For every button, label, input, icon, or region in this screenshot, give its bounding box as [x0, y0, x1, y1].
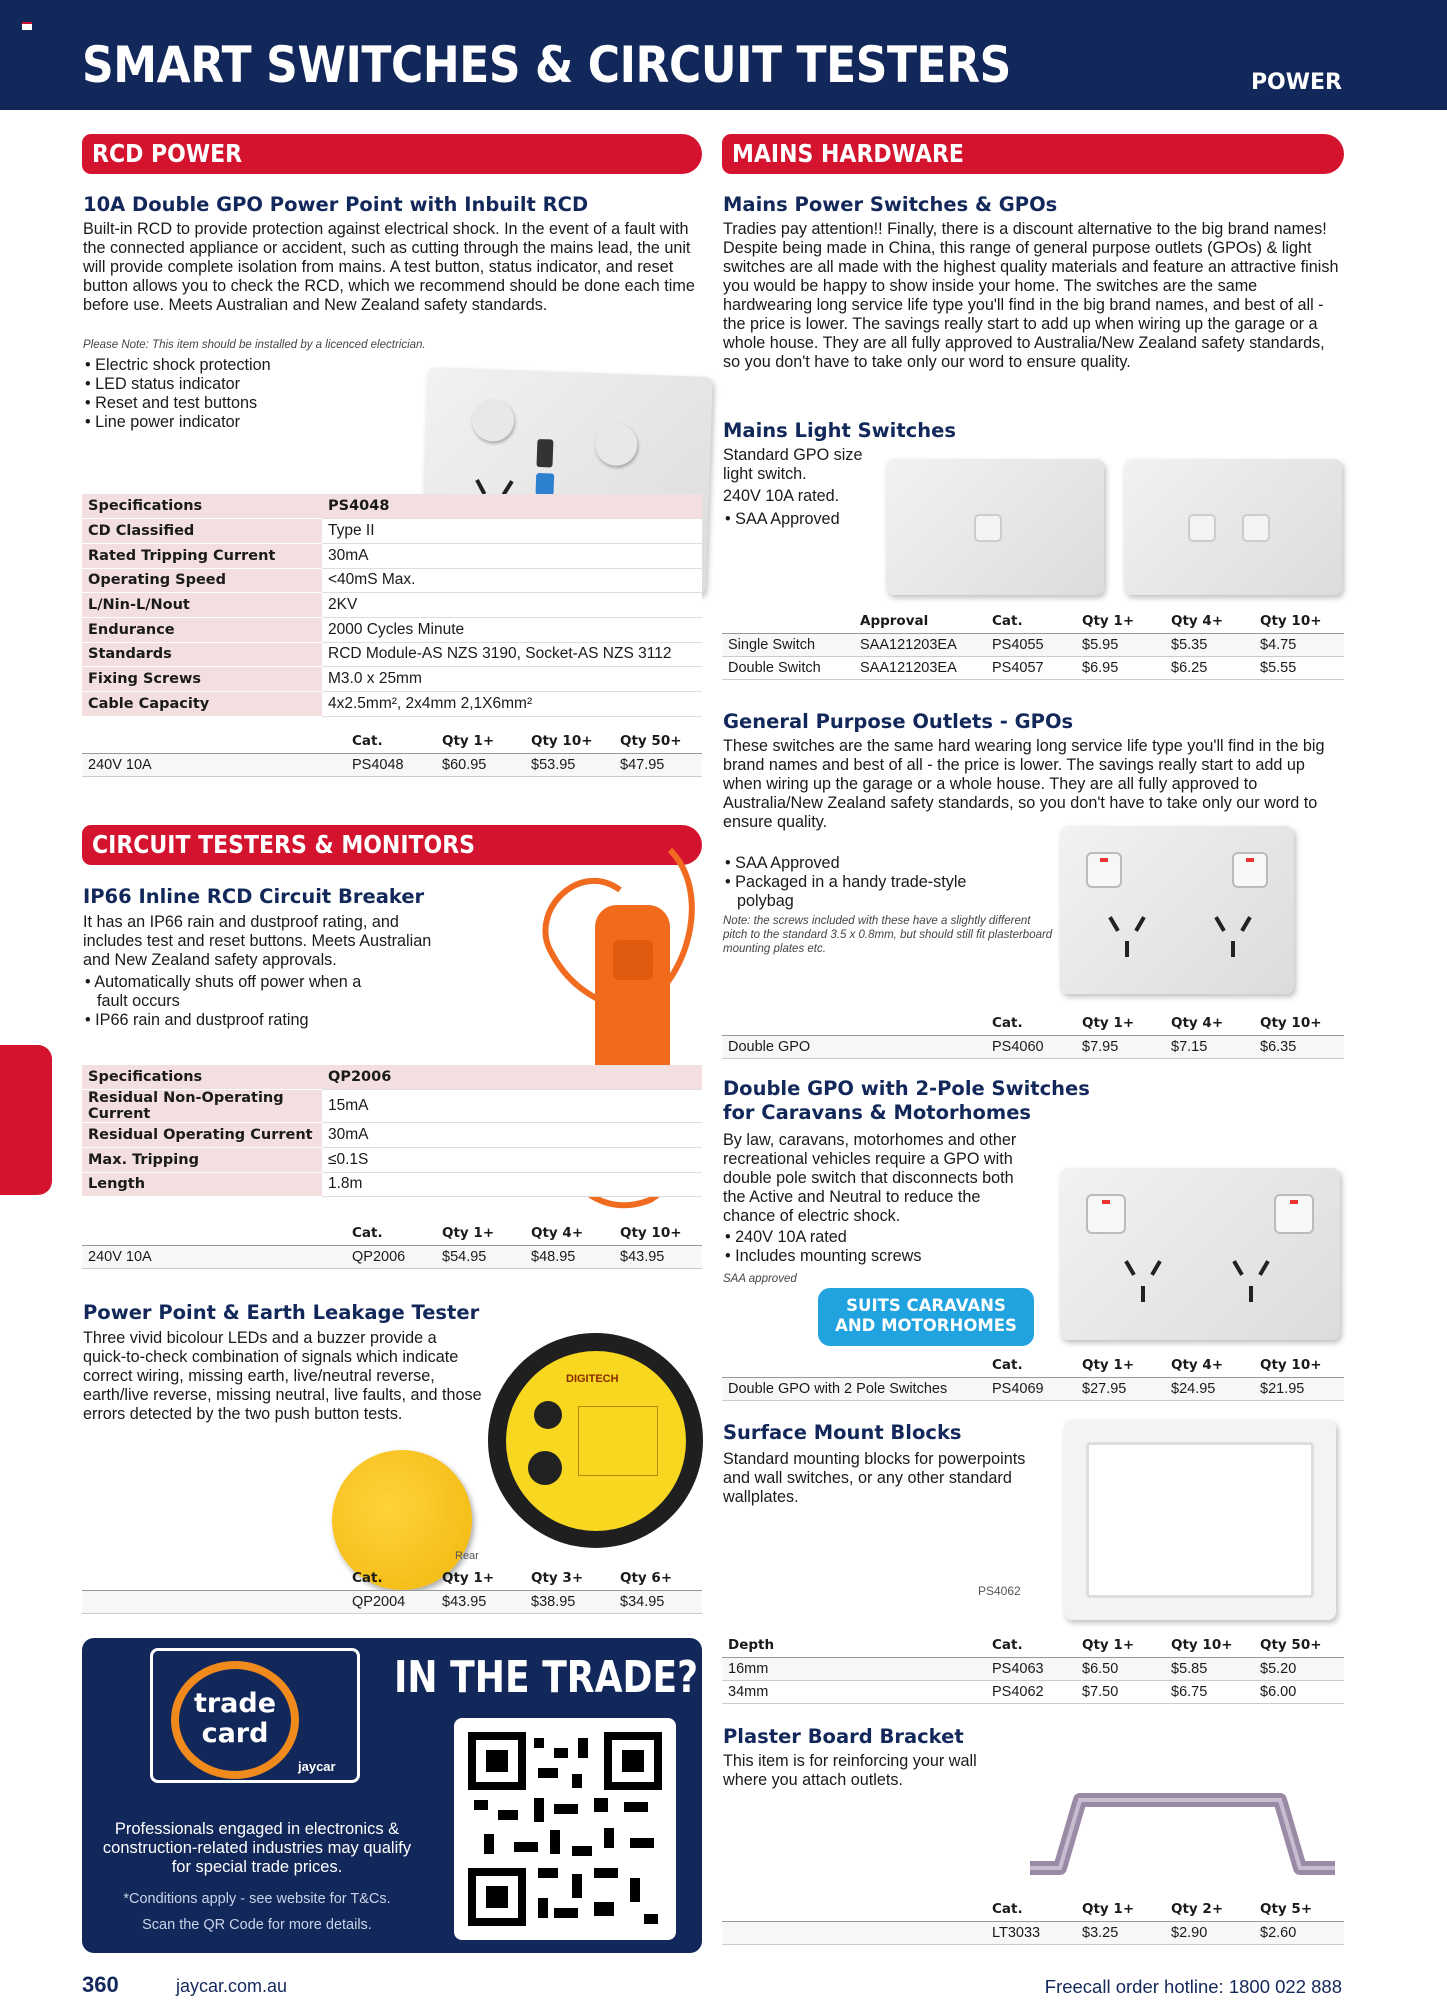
- gpo-price-table: [722, 1012, 1344, 1059]
- tester-front-image: [488, 1333, 703, 1548]
- table-row: [82, 692, 702, 717]
- spec-head-label: Specifications: [82, 1065, 322, 1090]
- price-cell: $5.95: [1076, 633, 1165, 656]
- surface-description: Standard mounting blocks for powerpoints and wall switches, or any other standard wallplates.: [723, 1450, 1026, 1506]
- price-cell: SAA121203EA: [854, 633, 986, 656]
- single-switch-image: [886, 459, 1104, 595]
- rcd-spec-table: [82, 494, 702, 717]
- price-cell: PS4069: [986, 1377, 1076, 1400]
- card-text: trade: [193, 1688, 277, 1719]
- table-row: [722, 1680, 1344, 1703]
- price-head: [82, 1567, 346, 1590]
- flag-icon: [22, 22, 32, 30]
- two-pole-price-table: [722, 1354, 1344, 1401]
- leakage-description: Three vivid bicolour LEDs and a buzzer provide a quick-to-check combination of signals which indicate correct wiring, missing earth, live/neutral reverse, earth/live reverse, missing neutral, live faults, and those errors detected by the two push button tests.: [83, 1329, 482, 1423]
- price-head: Qty 4+: [1165, 1012, 1254, 1035]
- price-head: Cat.: [986, 1898, 1076, 1921]
- trade-text: Professionals engaged in electronics & construction-related industries may qualify for special trade prices.: [102, 1820, 412, 1876]
- table-row: [82, 1172, 702, 1197]
- price-head: Qty 10+: [1165, 1634, 1254, 1657]
- price-head: Qty 1+: [1076, 1012, 1165, 1035]
- price-head: Cat.: [346, 1222, 436, 1245]
- badge-line: SUITS CARAVANS: [846, 1296, 1006, 1315]
- table-row: [82, 1147, 702, 1172]
- price-head: Qty 10+: [1254, 1012, 1344, 1035]
- price-cell: [82, 1590, 346, 1613]
- price-head: Cat.: [346, 730, 436, 753]
- price-head: Qty 4+: [1165, 610, 1254, 633]
- table-row: [82, 593, 702, 618]
- website-link[interactable]: jaycar.com.au: [176, 1976, 288, 1996]
- list-item: • IP66 rain and dustproof rating: [83, 1011, 373, 1030]
- tester-brand: DIGITECH: [566, 1373, 619, 1385]
- price-cell: PS4060: [986, 1035, 1076, 1058]
- page-number: 360: [82, 1972, 119, 1997]
- price-head: Approval: [854, 610, 986, 633]
- spec-value: 15mA: [322, 1090, 702, 1123]
- price-head: Qty 10+: [525, 730, 614, 753]
- table-row: [82, 730, 702, 753]
- price-head: Cat.: [986, 1012, 1076, 1035]
- price-cell: [722, 1921, 986, 1944]
- price-cell: PS4055: [986, 633, 1076, 656]
- price-head: [722, 1898, 986, 1921]
- list-item: • Includes mounting screws: [723, 1247, 1013, 1266]
- trade-conditions: [92, 1886, 422, 1938]
- leakage-title: Power Point & Earth Leakage Tester: [83, 1301, 480, 1324]
- price-cell: QP2006: [346, 1245, 436, 1268]
- price-cell: PS4057: [986, 656, 1076, 679]
- price-cell: $3.25: [1076, 1921, 1165, 1944]
- table-row: [722, 1657, 1344, 1680]
- price-cell: 16mm: [722, 1657, 986, 1680]
- table-row: [722, 633, 1344, 656]
- circuit-testers-bar: CIRCUIT TESTERS & MONITORS: [82, 825, 702, 865]
- rear-label: Rear: [455, 1550, 479, 1562]
- mains-title: Mains Power Switches & GPOs: [723, 193, 1058, 216]
- price-head: Cat.: [986, 1354, 1076, 1377]
- price-head: Qty 3+: [525, 1567, 614, 1590]
- leakage-price-table: [82, 1567, 702, 1614]
- spec-value: ≤0.1S: [322, 1147, 702, 1172]
- bracket-image: [1020, 1780, 1345, 1885]
- table-row: [82, 1567, 702, 1590]
- table-row: [82, 753, 702, 776]
- bracket-description: This item is for reinforcing your wall where you attach outlets.: [723, 1752, 977, 1789]
- ip66-spec-table: [82, 1065, 702, 1197]
- trade-promo: [82, 1638, 702, 1953]
- conditions-line: *Conditions apply - see website for T&Cs.: [123, 1891, 391, 1907]
- price-cell: $5.55: [1254, 656, 1344, 679]
- spec-head-cat: QP2006: [322, 1065, 702, 1090]
- spec-value: RCD Module-AS NZS 3190, Socket-AS NZS 3112: [322, 642, 702, 667]
- price-cell: $6.50: [1076, 1657, 1165, 1680]
- list-item: • Reset and test buttons: [83, 394, 271, 413]
- price-head: Qty 4+: [525, 1222, 614, 1245]
- spec-key: Cable Capacity: [82, 692, 322, 717]
- list-item: • SAA Approved: [723, 510, 840, 529]
- table-row: [722, 1035, 1344, 1058]
- two-pole-bullets: [723, 1228, 1013, 1266]
- qr-code-icon: [454, 1718, 676, 1940]
- two-pole-title-1: Double GPO with 2-Pole Switches: [723, 1077, 1090, 1100]
- table-row: [82, 1123, 702, 1148]
- price-head: Qty 1+: [436, 730, 525, 753]
- price-cell: $4.75: [1254, 633, 1344, 656]
- list-item: • 240V 10A rated: [723, 1228, 1013, 1247]
- price-head: [722, 1354, 986, 1377]
- two-pole-note: SAA approved: [723, 1273, 797, 1285]
- table-row: [722, 1921, 1344, 1944]
- price-head: Qty 1+: [1076, 1634, 1165, 1657]
- price-cell: $5.85: [1165, 1657, 1254, 1680]
- price-cell: PS4048: [346, 753, 436, 776]
- badge-line: AND MOTORHOMES: [835, 1316, 1017, 1335]
- price-head: [722, 610, 854, 633]
- price-cell: $43.95: [614, 1245, 702, 1268]
- side-tab: [0, 1045, 52, 1195]
- price-cell: $6.35: [1254, 1035, 1344, 1058]
- price-cell: Double GPO: [722, 1035, 986, 1058]
- price-head: Qty 10+: [614, 1222, 702, 1245]
- price-cell: $54.95: [436, 1245, 525, 1268]
- spec-value: 4x2.5mm², 2x4mm 2,1X6mm²: [322, 692, 702, 717]
- price-head: Qty 1+: [436, 1222, 525, 1245]
- table-row: [82, 617, 702, 642]
- price-head: Cat.: [986, 1634, 1076, 1657]
- spec-value: M3.0 x 25mm: [322, 667, 702, 692]
- spec-key: Standards: [82, 642, 322, 667]
- scan-line: Scan the QR Code for more details.: [142, 1917, 372, 1933]
- table-row: [82, 1222, 702, 1245]
- price-cell: $7.50: [1076, 1680, 1165, 1703]
- price-cell: $43.95: [436, 1590, 525, 1613]
- price-cell: $53.95: [525, 753, 614, 776]
- price-cell: $21.95: [1254, 1377, 1344, 1400]
- spec-value: 30mA: [322, 543, 702, 568]
- table-row: [82, 1590, 702, 1613]
- spec-head-cat: PS4048: [322, 494, 702, 519]
- spec-value: Type II: [322, 519, 702, 544]
- price-cell: $38.95: [525, 1590, 614, 1613]
- list-item: • Line power indicator: [83, 413, 271, 432]
- surface-image-label: PS4062: [978, 1584, 1021, 1598]
- bracket-price-table: [722, 1898, 1344, 1945]
- price-cell: 34mm: [722, 1680, 986, 1703]
- spec-value: 30mA: [322, 1123, 702, 1148]
- spec-value: <40mS Max.: [322, 568, 702, 593]
- price-cell: $6.95: [1076, 656, 1165, 679]
- price-cell: $2.90: [1165, 1921, 1254, 1944]
- table-row: [82, 642, 702, 667]
- price-cell: $34.95: [614, 1590, 702, 1613]
- rcd-product-title: 10A Double GPO Power Point with Inbuilt RCD: [83, 193, 589, 216]
- light-desc-2: 240V 10A rated.: [723, 487, 840, 505]
- price-head: [82, 1222, 346, 1245]
- price-head: Depth: [722, 1634, 986, 1657]
- price-cell: SAA121203EA: [854, 656, 986, 679]
- spec-key: L/Nin-L/Nout: [82, 593, 322, 618]
- trade-card-ring: [171, 1661, 299, 1779]
- spec-key: CD Classified: [82, 519, 322, 544]
- list-item: • LED status indicator: [83, 375, 271, 394]
- price-cell: Double GPO with 2 Pole Switches: [722, 1377, 986, 1400]
- spec-value: 2KV: [322, 593, 702, 618]
- card-text: card: [201, 1718, 269, 1749]
- price-head: Qty 1+: [1076, 1898, 1165, 1921]
- price-cell: $5.20: [1254, 1657, 1344, 1680]
- price-cell: $2.60: [1254, 1921, 1344, 1944]
- table-row: [82, 519, 702, 544]
- price-cell: PS4062: [986, 1680, 1076, 1703]
- price-head: Qty 50+: [1254, 1634, 1344, 1657]
- trade-headline: IN THE TRADE?: [394, 1652, 699, 1703]
- list-item: • SAA Approved: [723, 854, 1013, 873]
- ip66-price-table: [82, 1222, 702, 1269]
- qr-code[interactable]: [454, 1718, 676, 1940]
- price-cell: $7.15: [1165, 1035, 1254, 1058]
- rcd-description: Built-in RCD to provide protection against electrical shock. In the event of a fault with the connected appliance or accident, such as cutting through the mains lead, the unit will provide complete isolation from mains. A test button, status indicator, and reset button allows you to check the RCD, which we recommend should be done each time before use. Meets Australian and New Zealand safety standards.: [83, 220, 695, 314]
- price-head: Qty 4+: [1165, 1354, 1254, 1377]
- light-price-table: [722, 610, 1344, 680]
- price-cell: 240V 10A: [82, 753, 346, 776]
- mains-description: Tradies pay attention!! Finally, there is a discount alternative to the big brand names! Despite being made in China, this range of general purpose outlets (GPOs) & light switches are all made with the highest quality materials and feature an attractive finish you would be happy to show inside your home. The switches are the same hardwearing long service life type you'll find in the big brand names, and best of all - the price is lower. The savings really start to add up when wiring up the garage or a whole house. They are all fully approved to Australia/New Zealand safety standards, so you don't have to take only our word to ensure quality.: [723, 220, 1339, 371]
- price-head: Qty 6+: [614, 1567, 702, 1590]
- caravan-badge: [818, 1288, 1034, 1346]
- price-head: [82, 730, 346, 753]
- section-label: POWER: [1250, 70, 1342, 95]
- table-row: [722, 1012, 1344, 1035]
- table-row: [82, 667, 702, 692]
- spec-key: Residual Non-Operating Current: [82, 1090, 322, 1123]
- price-head: Qty 1+: [436, 1567, 525, 1590]
- light-bullets: [723, 510, 840, 529]
- spec-key: Max. Tripping: [82, 1147, 322, 1172]
- table-row: [82, 1245, 702, 1268]
- spec-key: Rated Tripping Current: [82, 543, 322, 568]
- table-row: [722, 1634, 1344, 1657]
- list-item: • Electric shock protection: [83, 356, 271, 375]
- surface-price-table: [722, 1634, 1344, 1704]
- ip66-description: It has an IP66 rain and dustproof rating, and includes test and reset buttons. Meets Australian and New Zealand safety approvals.: [83, 913, 432, 969]
- surface-block-image: [1064, 1420, 1336, 1620]
- gpo-title: General Purpose Outlets - GPOs: [723, 710, 1074, 733]
- spec-value: 2000 Cycles Minute: [322, 617, 702, 642]
- price-cell: $60.95: [436, 753, 525, 776]
- two-pole-gpo-image: [1060, 1168, 1340, 1340]
- spec-key: Length: [82, 1172, 322, 1197]
- gpo-description: These switches are the same hard wearing long service life type you'll find in the big brand names and best of all - the price is lower. The savings really start to add up when wiring up the garage or a whole house. They are all fully approved to Australia/New Zealand safety standards, so you don't have to take only our word to ensure quality.: [723, 737, 1325, 831]
- price-head: Qty 1+: [1076, 610, 1165, 633]
- rcd-bullets: [83, 356, 271, 432]
- price-cell: $27.95: [1076, 1377, 1165, 1400]
- table-row: [722, 1354, 1344, 1377]
- mains-hardware-bar: MAINS HARDWARE: [722, 134, 1344, 174]
- list-item: • Automatically shuts off power when a fault occurs: [83, 973, 373, 1011]
- spec-value: 1.8m: [322, 1172, 702, 1197]
- price-head: Cat.: [986, 610, 1076, 633]
- price-cell: $48.95: [525, 1245, 614, 1268]
- price-cell: $47.95: [614, 753, 702, 776]
- ip66-bullets: [83, 973, 373, 1030]
- list-item: • Packaged in a handy trade-style polybag: [723, 873, 1013, 911]
- price-head: Qty 50+: [614, 730, 702, 753]
- spec-key: Residual Operating Current: [82, 1123, 322, 1148]
- card-brand: jaycar: [298, 1759, 336, 1774]
- hotline: Freecall order hotline: 1800 022 888: [1044, 1976, 1342, 1997]
- price-cell: $6.75: [1165, 1680, 1254, 1703]
- table-row: [722, 610, 1344, 633]
- price-head: Qty 5+: [1254, 1898, 1344, 1921]
- price-cell: $24.95: [1165, 1377, 1254, 1400]
- table-row: [82, 543, 702, 568]
- price-cell: QP2004: [346, 1590, 436, 1613]
- table-row: [82, 568, 702, 593]
- price-cell: Single Switch: [722, 633, 854, 656]
- bracket-title: Plaster Board Bracket: [723, 1725, 964, 1748]
- spec-key: Endurance: [82, 617, 322, 642]
- price-cell: LT3033: [986, 1921, 1076, 1944]
- price-cell: $6.00: [1254, 1680, 1344, 1703]
- rcd-power-bar: RCD POWER: [82, 134, 702, 174]
- spec-key: Fixing Screws: [82, 667, 322, 692]
- price-head: Qty 2+: [1165, 1898, 1254, 1921]
- trade-card-logo: [150, 1648, 360, 1783]
- price-cell: 240V 10A: [82, 1245, 346, 1268]
- table-row: [82, 1090, 702, 1123]
- table-row: [722, 1898, 1344, 1921]
- double-gpo-image: [1060, 826, 1294, 994]
- gpo-note: Note: the screws included with these have a slightly different pitch to the standard 3.5 x 0.8mm, but should still fit plasterboard mounting plates etc.: [723, 915, 1053, 955]
- page-header: [0, 0, 1447, 110]
- spec-head-label: Specifications: [82, 494, 322, 519]
- price-cell: PS4063: [986, 1657, 1076, 1680]
- table-row: [82, 494, 702, 519]
- price-head: [722, 1012, 986, 1035]
- price-cell: $5.35: [1165, 633, 1254, 656]
- price-cell: Double Switch: [722, 656, 854, 679]
- price-head: Qty 1+: [1076, 1354, 1165, 1377]
- price-cell: $7.95: [1076, 1035, 1165, 1058]
- two-pole-description: By law, caravans, motorhomes and other recreational vehicles require a GPO with double pole switch that disconnects both the Active and Neutral to reduce the chance of electric shock.: [723, 1131, 1017, 1225]
- gpo-bullets: [723, 854, 1013, 911]
- rcd-note: Please Note: This item should be installed by a licenced electrician.: [83, 339, 426, 351]
- price-cell: $6.25: [1165, 656, 1254, 679]
- spec-key: Operating Speed: [82, 568, 322, 593]
- surface-title: Surface Mount Blocks: [723, 1421, 962, 1444]
- price-head: Qty 10+: [1254, 1354, 1344, 1377]
- price-head: Qty 10+: [1254, 610, 1344, 633]
- table-row: [82, 1065, 702, 1090]
- table-row: [722, 1377, 1344, 1400]
- light-desc-1: Standard GPO size light switch.: [723, 446, 863, 483]
- table-row: [722, 656, 1344, 679]
- light-switch-title: Mains Light Switches: [723, 419, 956, 442]
- two-pole-title-2: for Caravans & Motorhomes: [723, 1101, 1032, 1124]
- rcd-price-table: [82, 730, 702, 777]
- price-head: Cat.: [346, 1567, 436, 1590]
- ip66-title: IP66 Inline RCD Circuit Breaker: [83, 885, 425, 908]
- page-title: SMART SWITCHES & CIRCUIT TESTERS: [82, 36, 1011, 94]
- double-switch-image: [1124, 459, 1342, 595]
